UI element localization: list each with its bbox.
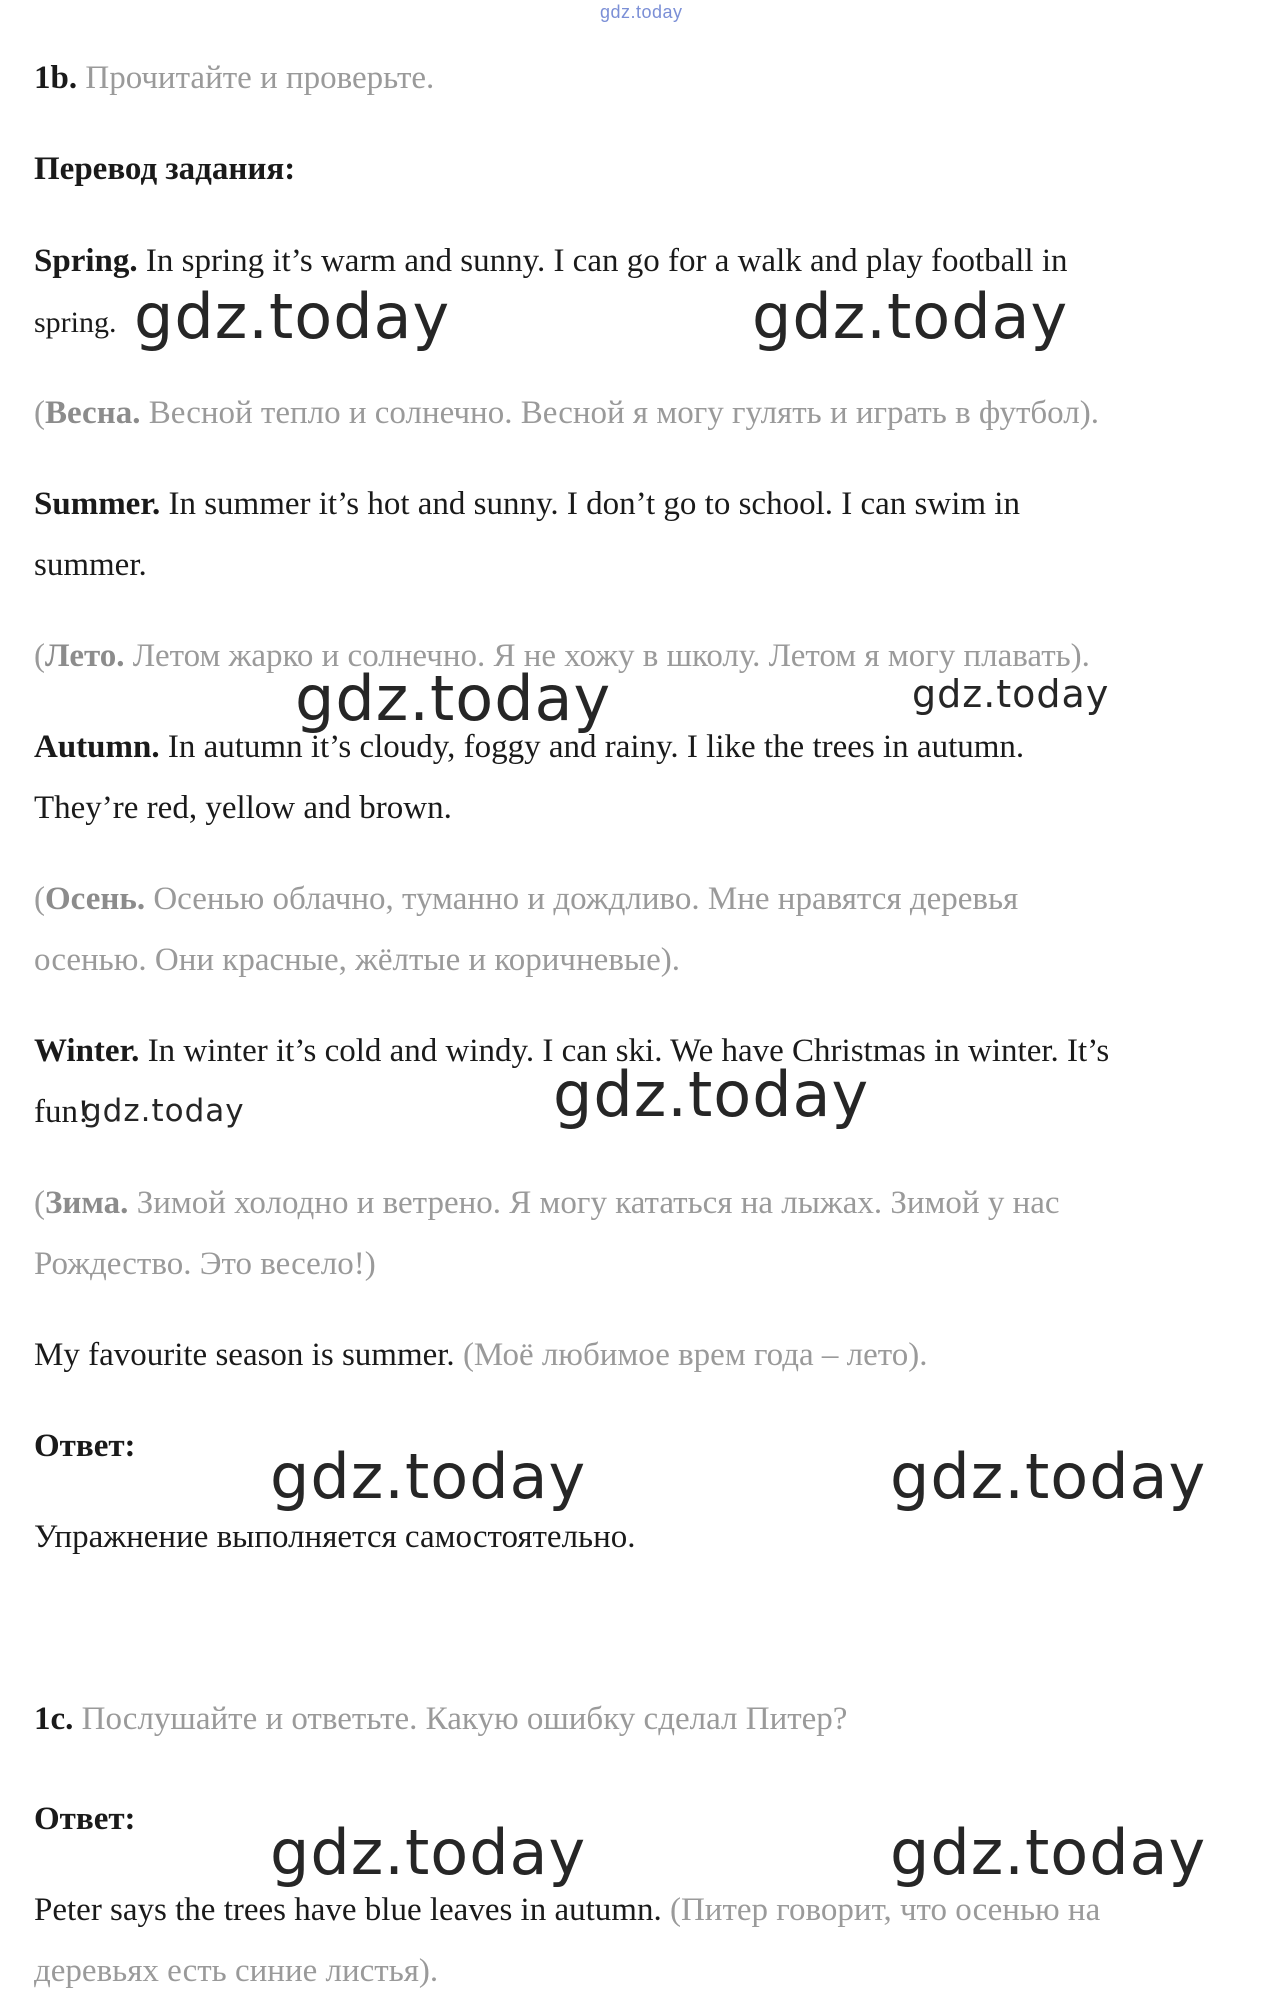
translation-heading: Перевод задания: — [34, 151, 296, 187]
watermark: gdz.today — [752, 280, 1069, 353]
watermark: gdz.today — [270, 1816, 587, 1889]
paren-open: ( — [34, 881, 45, 917]
exercise-1b-heading — [34, 62, 1244, 95]
winter-text: In winter it’s cold and windy. I can ski. We have Christmas in winter. It’s — [147, 1033, 1110, 1069]
watermark: gdz.today — [82, 1093, 245, 1129]
spring-paragraph-line1 — [34, 245, 1244, 278]
summer-paragraph-line2: summer. — [34, 547, 147, 583]
answer-text-1b: Упражнение выполняется самостоятельно. — [34, 1519, 636, 1555]
spring-text: In spring it’s warm and sunny. I can go for a walk and play football in — [145, 243, 1068, 279]
summer-text: In summer it’s hot and sunny. I don’t go to school. I can swim in — [168, 486, 1020, 522]
watermark: gdz.today — [295, 662, 612, 735]
winter-translation-line2: Рождество. Это весело!) — [34, 1246, 376, 1282]
winter-translation-line1 — [34, 1187, 1244, 1220]
watermark: gdz.today — [134, 280, 451, 353]
favourite-season-line — [34, 1339, 1244, 1372]
exercise-instruction: Послушайте и ответьте. Какую ошибку сделал Питер? — [81, 1701, 848, 1737]
exercise-1c-heading — [34, 1703, 1244, 1736]
summer-title: Summer. — [34, 486, 161, 522]
paren-open: ( — [34, 638, 45, 674]
autumn-text: In autumn it’s cloudy, foggy and rainy. I like the trees in autumn. — [167, 729, 1025, 765]
autumn-paragraph-line2: They’re red, yellow and brown. — [34, 790, 452, 826]
watermark: gdz.today — [890, 1816, 1207, 1889]
answer-1c-ru: (Питер говорит, что осенью на — [669, 1892, 1101, 1928]
answer-1c-line1 — [34, 1894, 1244, 1927]
favourite-en: My favourite season is summer. — [34, 1337, 455, 1373]
exercise-number: 1b. — [34, 60, 78, 96]
summer-paragraph-line1 — [34, 488, 1244, 521]
spring-title: Spring. — [34, 243, 138, 279]
exercise-instruction: Прочитайте и проверьте. — [85, 60, 435, 96]
winter-paragraph-line2: fun! — [34, 1094, 89, 1130]
watermark: gdz.today — [553, 1058, 870, 1131]
autumn-title: Autumn. — [34, 729, 160, 765]
answer-1c-en: Peter says the trees have blue leaves in autumn. — [34, 1892, 662, 1928]
winter-ru-title: Зима. — [45, 1185, 129, 1221]
site-watermark-top: gdz.today — [600, 2, 683, 22]
autumn-ru-text: Осенью облачно, туманно и дождливо. Мне нравятся деревья — [153, 881, 1019, 917]
exercise-number: 1c. — [34, 1701, 74, 1737]
winter-title: Winter. — [34, 1033, 140, 1069]
autumn-translation-line1 — [34, 883, 1244, 916]
watermark: gdz.today — [912, 672, 1110, 716]
winter-ru-text: Зимой холодно и ветрено. Я могу кататься на лыжах. Зимой у нас — [136, 1185, 1060, 1221]
summer-ru-title: Лето. — [45, 638, 125, 674]
answer-label-1c: Ответ: — [34, 1801, 136, 1837]
answer-label-1b: Ответ: — [34, 1428, 136, 1464]
summer-ru-text: Летом жарко и солнечно. Я не хожу в школу. Летом я могу плавать). — [132, 638, 1090, 674]
autumn-ru-title: Осень. — [45, 881, 146, 917]
spring-translation — [34, 397, 1244, 430]
spring-paragraph-line2: spring. — [34, 306, 117, 339]
paren-open: ( — [34, 1185, 45, 1221]
watermark: gdz.today — [270, 1440, 587, 1513]
paren-open: ( — [34, 395, 45, 431]
autumn-translation-line2: осенью. Они красные, жёлтые и коричневые). — [34, 942, 680, 978]
spring-ru-text: Весной тепло и солнечно. Весной я могу гулять и играть в футбол). — [148, 395, 1099, 431]
spring-ru-title: Весна. — [45, 395, 141, 431]
watermark: gdz.today — [890, 1440, 1207, 1513]
summer-translation — [34, 640, 1244, 673]
autumn-paragraph-line1 — [34, 731, 1244, 764]
answer-1c-line2: деревьях есть синие листья). — [34, 1953, 439, 1989]
favourite-ru: (Моё любимое врем года – лето). — [462, 1337, 928, 1373]
